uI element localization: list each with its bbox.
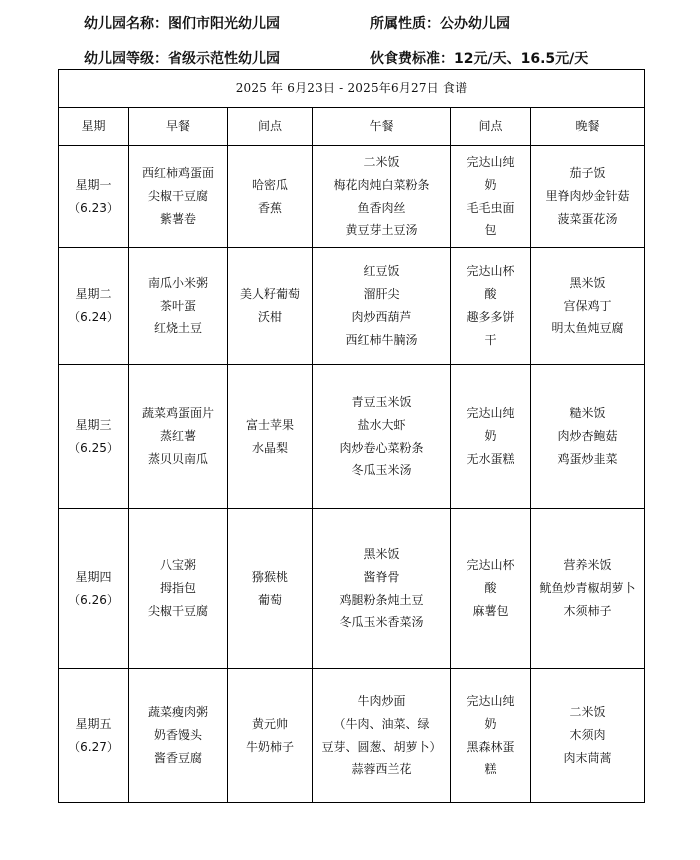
- menu-item: 溜肝尖: [363, 287, 400, 302]
- table-row: [59, 669, 645, 803]
- menu-item: 酱脊骨: [363, 569, 400, 584]
- lunch-cell: [313, 365, 451, 509]
- col-header-breakfast: 早餐: [129, 108, 228, 146]
- menu-item: （牛肉、油菜、绿: [333, 716, 430, 731]
- menu-item: 鸡腿粉条炖土豆: [339, 592, 424, 607]
- menu-item: 冬瓜玉米汤: [351, 463, 412, 478]
- dinner-cell: [531, 248, 645, 365]
- breakfast-cell: [129, 248, 228, 365]
- menu-title: 2025 年 6月23日 - 2025年6月27日 食谱: [59, 70, 645, 108]
- menu-item: 二米饭: [363, 154, 400, 169]
- menu-item: 趣多多饼: [466, 310, 515, 324]
- col-header-snack-am: 间点: [228, 108, 313, 146]
- menu-item: 完达山纯: [466, 693, 515, 708]
- menu-item: 营养米饭: [563, 558, 612, 573]
- menu-item: 牛奶柿子: [245, 739, 294, 754]
- snack-pm-cell: [451, 146, 531, 248]
- snack-pm-cell: [451, 509, 531, 669]
- lunch-cell: [313, 146, 451, 248]
- menu-item: 梅花肉炖白菜粉条: [333, 177, 430, 192]
- menu-item: 肉炒卷心菜粉条: [339, 440, 424, 455]
- snack-am-cell: [228, 669, 313, 803]
- col-header-weekday: 星期: [59, 108, 129, 146]
- menu-item: 黄豆芽土豆汤: [345, 223, 418, 238]
- menu-item: 黑米饭: [363, 546, 400, 561]
- snack-pm-cell: [451, 248, 531, 365]
- menu-item: 富士苹果: [245, 417, 294, 432]
- menu-item: 木须柿子: [563, 603, 612, 618]
- meal-fee-standard: [370, 48, 588, 68]
- menu-item: 奶: [484, 177, 497, 192]
- menu-item: 红烧土豆: [153, 321, 202, 336]
- column-header-row: [59, 108, 645, 146]
- menu-item: 蒸红薯: [159, 429, 196, 444]
- menu-item: 青豆玉米饭: [351, 394, 412, 409]
- menu-item: 完达山杯: [466, 558, 515, 573]
- menu-item: 肉炒西葫芦: [351, 310, 412, 324]
- name-value: 图们市阳光幼儿园: [168, 16, 280, 32]
- fee-value: 12元/天、16.5元/天: [454, 51, 589, 67]
- snack-am-cell: [228, 248, 313, 365]
- table-row: [59, 509, 645, 669]
- menu-item: 冬瓜玉米香菜汤: [339, 615, 424, 630]
- weekday-label: 星期一: [75, 177, 112, 192]
- snack-am-cell: [228, 509, 313, 669]
- nature-value: 公办幼儿园: [440, 16, 510, 32]
- breakfast-cell: [129, 365, 228, 509]
- menu-item: 猕猴桃: [251, 569, 288, 584]
- menu-item: 尖椒干豆腐: [147, 189, 208, 204]
- menu-item: 八宝粥: [159, 558, 196, 573]
- menu-item: 肉末茼蒿: [563, 750, 612, 765]
- nature-label: 所属性质：: [370, 16, 440, 32]
- weekday-label: 星期三: [75, 417, 112, 432]
- menu-item: 奶: [484, 429, 497, 444]
- breakfast-cell: [129, 146, 228, 248]
- menu-item: 黑米饭: [569, 275, 606, 290]
- weekday-cell: [59, 248, 129, 365]
- menu-item: 干: [484, 332, 497, 347]
- menu-item: 沃柑: [257, 310, 282, 324]
- menu-item: 酱香豆腐: [153, 750, 202, 765]
- kindergarten-level: [84, 48, 280, 68]
- menu-item: 蔬菜瘦肉粥: [147, 705, 208, 720]
- snack-pm-cell: [451, 669, 531, 803]
- menu-item: 奶: [484, 716, 497, 731]
- weekday-date: （6.26）: [68, 592, 119, 607]
- weekday-cell: [59, 146, 129, 248]
- menu-item: 鱿鱼炒青椒胡萝卜: [539, 581, 636, 596]
- weekday-date: （6.23）: [68, 200, 119, 215]
- col-header-dinner: 晚餐: [531, 108, 645, 146]
- weekday-label: 星期二: [75, 287, 112, 302]
- menu-item: 完达山纯: [466, 406, 515, 421]
- kindergarten-name: [84, 13, 280, 33]
- menu-item: 明太鱼炖豆腐: [551, 321, 624, 336]
- menu-item: 宫保鸡丁: [563, 298, 612, 313]
- menu-item: 豆芽、圆葱、胡萝卜）: [321, 739, 442, 754]
- level-label: 幼儿园等级：: [84, 51, 168, 67]
- col-header-snack-pm: 间点: [451, 108, 531, 146]
- menu-item: 葡萄: [257, 592, 282, 607]
- menu-item: 牛肉炒面: [357, 693, 406, 708]
- level-value: 省级示范性幼儿园: [168, 51, 280, 67]
- weekday-label: 星期四: [75, 569, 112, 584]
- dinner-cell: [531, 509, 645, 669]
- menu-item: 鱼香肉丝: [357, 200, 406, 215]
- menu-item: 蔬菜鸡蛋面片: [141, 406, 214, 421]
- name-label: 幼儿园名称：: [84, 16, 168, 32]
- menu-item: 茄子饭: [569, 166, 606, 181]
- weekday-label: 星期五: [75, 716, 112, 731]
- menu-item: 哈密瓜: [251, 177, 288, 192]
- menu-item: 拇指包: [159, 581, 196, 596]
- menu-item: 无水蛋糕: [466, 451, 515, 466]
- menu-item: 酸: [484, 287, 497, 302]
- menu-item: 西红柿牛腩汤: [345, 332, 418, 347]
- dinner-cell: [531, 365, 645, 509]
- menu-item: 菠菜蛋花汤: [557, 211, 618, 226]
- menu-item: 糙米饭: [569, 406, 606, 421]
- menu-item: 蒸贝贝南瓜: [147, 451, 208, 466]
- menu-item: 黄元帅: [251, 716, 288, 731]
- weekday-date: （6.25）: [68, 440, 119, 455]
- dinner-cell: [531, 146, 645, 248]
- menu-item: 完达山杯: [466, 264, 515, 279]
- lunch-cell: [313, 248, 451, 365]
- lunch-cell: [313, 509, 451, 669]
- menu-item: 西红柿鸡蛋面: [141, 166, 214, 181]
- menu-item: 盐水大虾: [357, 417, 406, 432]
- kindergarten-nature: [370, 13, 510, 33]
- menu-item: 完达山纯: [466, 154, 515, 169]
- weekday-cell: [59, 669, 129, 803]
- fee-label: 伙食费标准：: [370, 51, 454, 67]
- snack-am-cell: [228, 146, 313, 248]
- menu-item: 肉炒杏鲍菇: [557, 429, 618, 444]
- weekday-cell: [59, 509, 129, 669]
- menu-item: 水晶梨: [251, 440, 288, 455]
- menu-item: 奶香馒头: [153, 728, 202, 743]
- lunch-cell: [313, 669, 451, 803]
- col-header-lunch: 午餐: [313, 108, 451, 146]
- menu-item: 麻薯包: [472, 603, 509, 618]
- menu-item: 鸡蛋炒韭菜: [557, 451, 618, 466]
- menu-item: 里脊肉炒金针菇: [545, 189, 630, 204]
- menu-item: 酸: [484, 581, 497, 596]
- menu-item: 紫薯卷: [159, 211, 196, 226]
- breakfast-cell: [129, 669, 228, 803]
- menu-item: 木须肉: [569, 728, 606, 743]
- menu-item: 茶叶蛋: [159, 298, 196, 313]
- table-row: [59, 146, 645, 248]
- menu-item: 毛毛虫面: [466, 200, 515, 215]
- table-row: [59, 365, 645, 509]
- dinner-cell: [531, 669, 645, 803]
- menu-item: 黑森林蛋: [466, 739, 515, 754]
- menu-item: 南瓜小米粥: [147, 275, 208, 290]
- menu-item: 包: [484, 223, 497, 238]
- weekly-menu-table: [58, 69, 645, 803]
- menu-item: 糕: [484, 762, 497, 777]
- weekday-cell: [59, 365, 129, 509]
- menu-item: 二米饭: [569, 705, 606, 720]
- weekday-date: （6.27）: [68, 739, 119, 754]
- menu-item: 尖椒干豆腐: [147, 603, 208, 618]
- menu-item: 蒜蓉西兰花: [351, 762, 412, 777]
- breakfast-cell: [129, 509, 228, 669]
- menu-item: 香蕉: [257, 200, 282, 215]
- weekday-date: （6.24）: [68, 310, 119, 324]
- table-row: [59, 248, 645, 365]
- menu-item: 美人籽葡萄: [239, 287, 300, 302]
- menu-item: 红豆饭: [363, 264, 400, 279]
- snack-am-cell: [228, 365, 313, 509]
- snack-pm-cell: [451, 365, 531, 509]
